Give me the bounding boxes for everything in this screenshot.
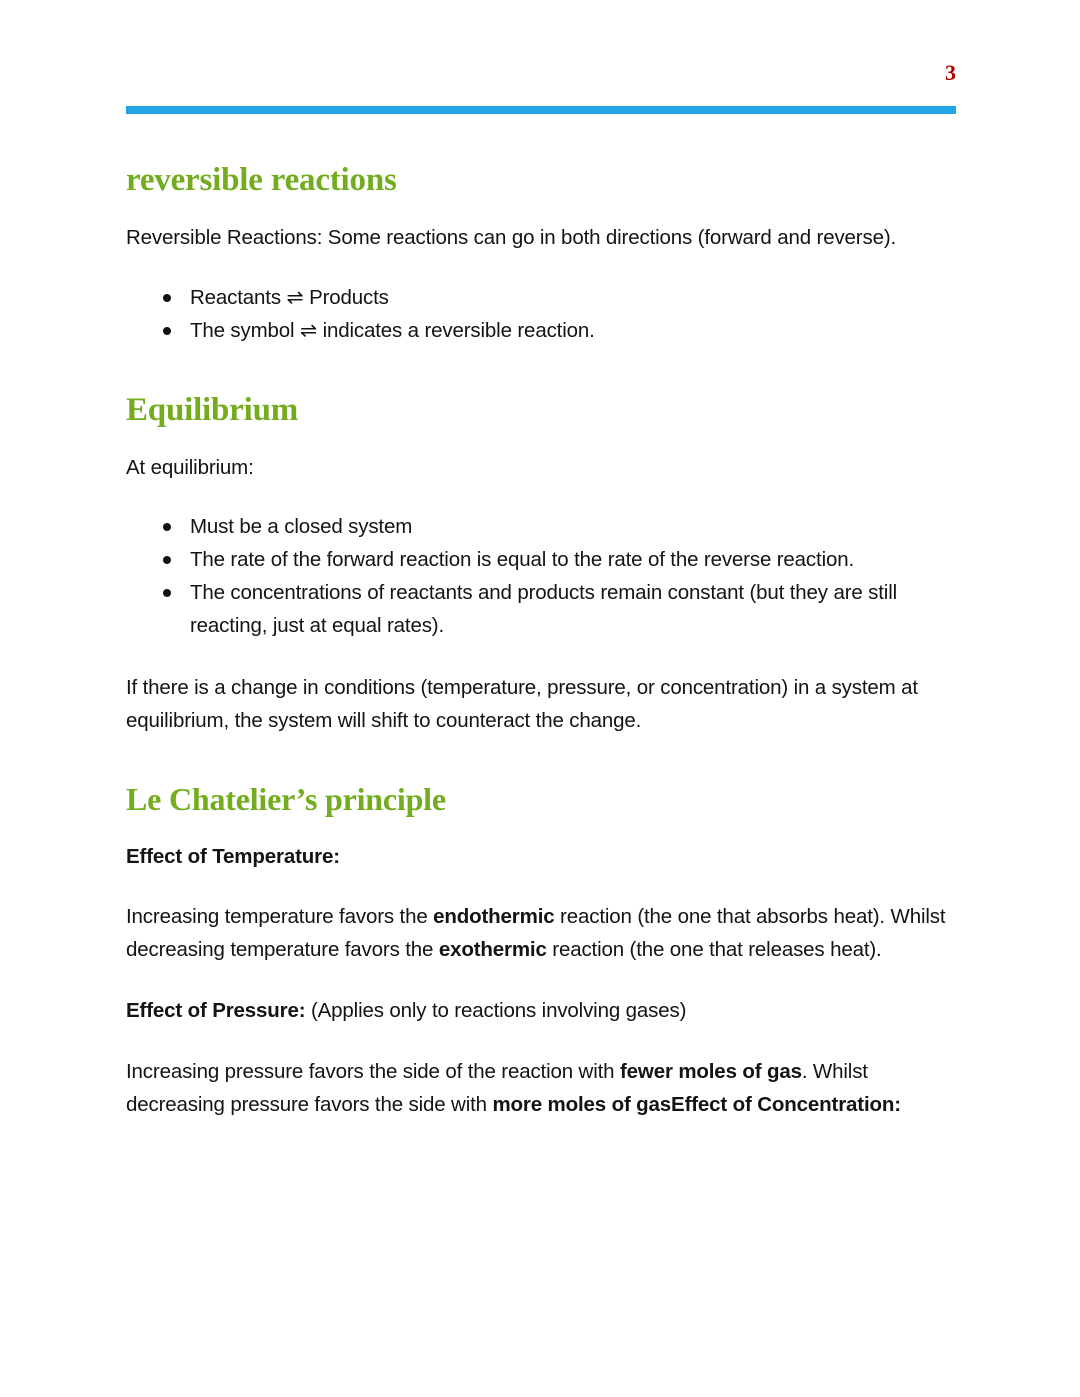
emphasis-endothermic: endothermic [433, 904, 555, 928]
spacer [126, 199, 956, 221]
list-item: The rate of the forward reaction is equal to the rate of the reverse reaction. [126, 543, 956, 576]
text-run: Increasing pressure favors the side of the reaction with [126, 1059, 620, 1083]
heading-le-chatelier: Le Chatelier’s principle [126, 780, 446, 817]
spacer [126, 873, 956, 900]
paragraph-temperature-effect [126, 900, 956, 966]
spacer [126, 643, 956, 671]
spacer [126, 348, 956, 392]
spacer [126, 737, 956, 782]
spacer [126, 429, 956, 451]
label-effect-of-pressure: Effect of Pressure: [126, 999, 306, 1023]
emphasis-fewer-moles: fewer moles of gas [619, 1059, 802, 1083]
page-number: 3 [945, 60, 956, 85]
spacer [126, 1028, 956, 1055]
list-equilibrium-conditions [126, 510, 956, 643]
heading-equilibrium: Equilibrium [126, 391, 299, 428]
paragraph-equilibrium-intro: At equilibrium: [126, 455, 254, 479]
emphasis-exothermic: exothermic [438, 938, 547, 962]
subheading-effect-of-temperature [126, 840, 956, 873]
spacer [126, 254, 956, 281]
spacer [126, 484, 956, 510]
text-run: (Applies only to reactions involving gases) [305, 999, 687, 1023]
list-item: Reactants ⇌ Products [126, 281, 956, 314]
label-effect-of-temperature: Effect of Temperature: [126, 844, 340, 868]
spacer [126, 818, 956, 840]
text-run: reaction (the one that absorbs heat). Whilst decreasing temperature favors the [126, 904, 946, 962]
list-item: The concentrations of reactants and products remain constant (but they are still reacting, just at equal rates). [126, 576, 956, 642]
paragraph-pressure-effect [126, 1055, 956, 1121]
paragraph-equilibrium-closing: If there is a change in conditions (temperature, pressure, or concentration) in a system at equilibrium, the system will shift to counteract the change. [126, 675, 918, 732]
paragraph-reversible-intro: Reversible Reactions: Some reactions can go in both directions (forward and reverse). [126, 225, 897, 249]
emphasis-more-moles: more moles of gasEffect of Concentration: [492, 1092, 901, 1116]
text-run: Increasing temperature favors the [126, 904, 434, 928]
spacer [126, 966, 956, 994]
text-run: . Whilst decreasing pressure favors the side with [126, 1059, 868, 1116]
heading-reversible-reactions: reversible reactions [126, 162, 397, 198]
header-divider-rule [126, 106, 956, 114]
list-reversible-reactions [126, 281, 956, 347]
page-header [126, 0, 956, 114]
document-body [126, 162, 956, 1121]
list-item: Must be a closed system [126, 510, 956, 543]
list-item: The symbol ⇌ indicates a reversible reaction. [126, 314, 956, 347]
text-run: reaction (the one that releases heat). [546, 938, 882, 962]
subheading-effect-of-pressure [126, 994, 956, 1027]
